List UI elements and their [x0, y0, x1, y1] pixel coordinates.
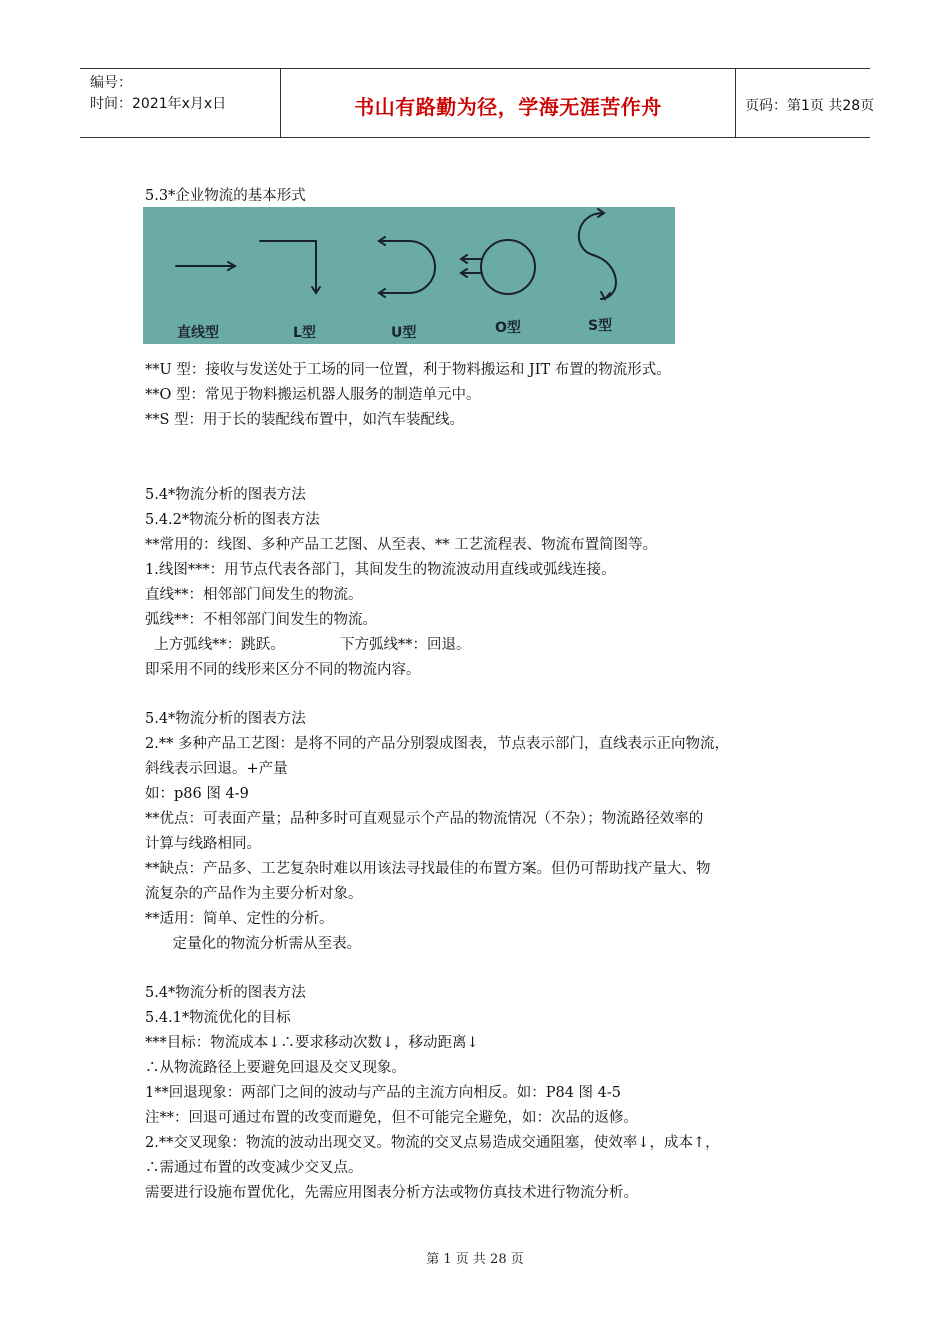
text-line: 1**回退现象：两部门之间的波动与产品的主流方向相反。如：P84 图 4-5 [145, 1085, 621, 1101]
date-label: 时间：2021年x月x日 [90, 96, 227, 112]
text-line: **U 型：接收与发送处于工场的同一位置，利于物料搬运和 JIT 布置的物流形式。 [145, 362, 671, 378]
page-info: 页码：第1页 共28页 [745, 98, 875, 114]
text-line: 2.** 多种产品工艺图：是将不同的产品分别裂成图表，节点表示部门，直线表示正向物流， [145, 736, 729, 752]
section-heading: 5.4*物流分析的图表方法 [145, 711, 306, 727]
text-line: ***目标：物流成本↓∴要求移动次数↓，移动距离↓ [145, 1035, 479, 1051]
section-heading: 5.4*物流分析的图表方法 [145, 985, 306, 1001]
section-title: 5.3*企业物流的基本形式 [145, 188, 306, 204]
section-heading: 5.4*物流分析的图表方法 [145, 487, 306, 503]
page-header [80, 68, 875, 138]
logistics-forms-figure [143, 207, 675, 344]
text-line: 弧线**：不相邻部门间发生的物流。 [145, 612, 377, 628]
text-line: ∴从物流路径上要避免回退及交叉现象。 [145, 1060, 406, 1076]
text-line: **S 型：用于长的装配线布置中，如汽车装配线。 [145, 412, 465, 428]
page-footer: 第 1 页 共 28 页 [426, 1252, 524, 1267]
motto: 书山有路勤为径，学海无涯苦作舟 [354, 95, 662, 119]
text-line: 如：p86 图 4-9 [145, 786, 249, 802]
text-line: **常用的：线图、多种产品工艺图、从至表、** 工艺流程表、物流布置简图等。 [145, 537, 658, 553]
text-line: ∴需通过布置的改变减少交叉点。 [145, 1160, 363, 1176]
text-line: 1.线图***：用节点代表各部门，其间发生的物流波动用直线或弧线连接。 [145, 562, 616, 578]
text-line: 定量化的物流分析需从至表。 [145, 936, 362, 952]
text-line: 2.**交叉现象：物流的波动出现交叉。物流的交叉点易造成交通阻塞，使效率↓，成本↑， [145, 1135, 720, 1151]
header-left-cell [80, 69, 280, 137]
l-flow-line [260, 241, 316, 293]
text-line: **优点：可表面产量；品种多时可直观显示个产品的物流情况（不杂）；物流路径效率的 [145, 811, 704, 827]
label-l: L型 [293, 325, 316, 341]
header-page-cell [735, 69, 875, 137]
label-straight: 直线型 [177, 325, 219, 341]
text-line: 斜线表示回退。+产量 [145, 761, 288, 777]
text-line: **缺点：产品多、工艺复杂时难以用该法寻找最佳的布置方案。但仍可帮助找产量大、物 [145, 861, 711, 877]
s-flow-curve-upper [579, 213, 616, 299]
o-flow-circle [481, 240, 535, 294]
text-line: **适用：简单、定性的分析。 [145, 911, 334, 927]
text-line: 需要进行设施布置优化，先需应用图表分析方法或物仿真技术进行物流分析。 [145, 1185, 638, 1201]
number-label: 编号： [90, 75, 132, 91]
section-heading: 5.4.1*物流优化的目标 [145, 1010, 291, 1026]
text-line: 上方弧线**：跳跃。 下方弧线**：回退。 [145, 637, 471, 653]
label-u: U型 [391, 325, 417, 341]
text-line: 流复杂的产品作为主要分析对象。 [145, 886, 363, 902]
section-heading: 5.4.2*物流分析的图表方法 [145, 512, 320, 528]
text-line: 直线**：相邻部门间发生的物流。 [145, 587, 363, 603]
text-line: 注**：回退可通过布置的改变而避免，但不可能完全避免，如：次品的返修。 [145, 1110, 638, 1126]
label-s: S型 [588, 318, 613, 334]
text-line: **O 型：常见于物料搬运机器人服务的制造单元中。 [145, 387, 481, 403]
header-motto-cell [280, 69, 736, 137]
label-o: O型 [495, 320, 521, 336]
text-line: 即采用不同的线形来区分不同的物流内容。 [145, 662, 421, 678]
text-line: 计算与线路相同。 [145, 836, 261, 852]
u-flow-curve [379, 241, 435, 293]
